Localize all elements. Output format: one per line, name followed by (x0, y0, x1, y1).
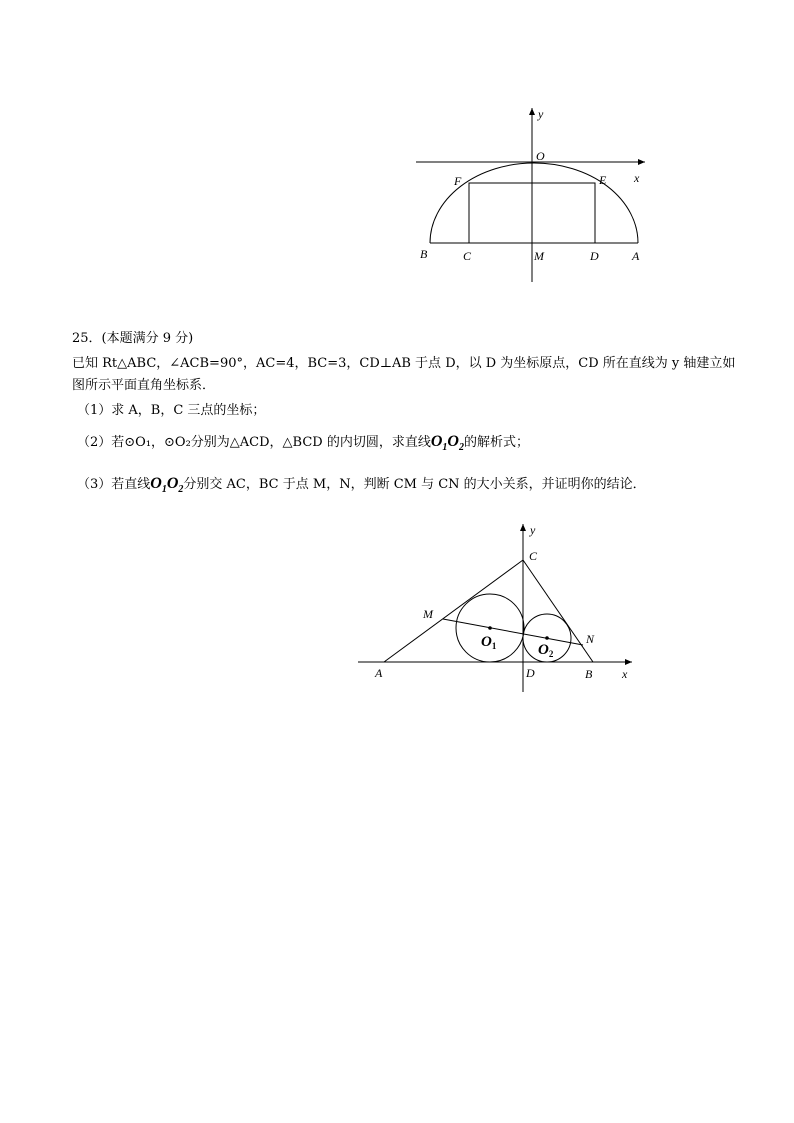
question-3-text-b: 分别交 AC，BC 于点 M，N，判断 CM 与 CN 的大小关系，并证明你的结论． (183, 477, 646, 493)
label-c: C (529, 549, 538, 563)
label-e: E (599, 173, 607, 187)
label-x: x (634, 171, 640, 185)
question-2-text-b: 的解析式； (463, 435, 529, 450)
label-a: A (375, 666, 383, 680)
side-bc (523, 560, 593, 662)
label-o: O (536, 149, 545, 163)
label-m: M (534, 249, 544, 263)
question-2 (72, 431, 732, 459)
label-y: y (530, 523, 536, 537)
label-o2: $O_2$ (538, 642, 554, 659)
center-o1-dot (488, 626, 492, 630)
problem-statement-line-1: 已知 Rt△ABC，∠ACB=90°，AC=4，BC=3，CD⊥AB 于点 D，以 D 为坐标原点，CD 所在直线为 y 轴建立如 (72, 356, 736, 371)
label-b: B (420, 247, 428, 261)
label-c: C (463, 249, 472, 263)
question-1: （1）求 A，B，C 三点的坐标； (77, 403, 266, 418)
label-b: B (585, 667, 593, 681)
label-d: D (590, 249, 599, 263)
label-f: F (454, 174, 462, 188)
line-mn (443, 619, 583, 645)
question-3 (72, 473, 732, 501)
label-m: M (423, 607, 433, 621)
problem-statement-line-2: 图所示平面直角坐标系． (72, 378, 216, 393)
figure-triangle-incircles (350, 520, 650, 700)
center-o2-dot (545, 636, 549, 640)
label-o1: $O_1$ (481, 634, 497, 651)
label-x: x (622, 667, 628, 681)
label-a: A (632, 249, 640, 263)
label-y: y (538, 107, 544, 121)
line-o1o2-name: $O_1O_2$ (430, 433, 464, 454)
label-n: N (586, 632, 595, 646)
figure-semicircle-rectangle (410, 100, 660, 290)
line-o1o2-name-2: $O_1O_2$ (150, 475, 184, 496)
side-ac (384, 560, 523, 662)
question-3-text-a: （3）若直线 (77, 477, 151, 493)
problem-header: 25．(本题满分 9 分) (72, 331, 194, 346)
question-2-text-a: （2）若⊙O₁，⊙O₂分别为△ACD，△BCD 的内切圆，求直线 (77, 435, 431, 450)
label-d: D (526, 666, 535, 680)
problem-25 (72, 328, 736, 501)
